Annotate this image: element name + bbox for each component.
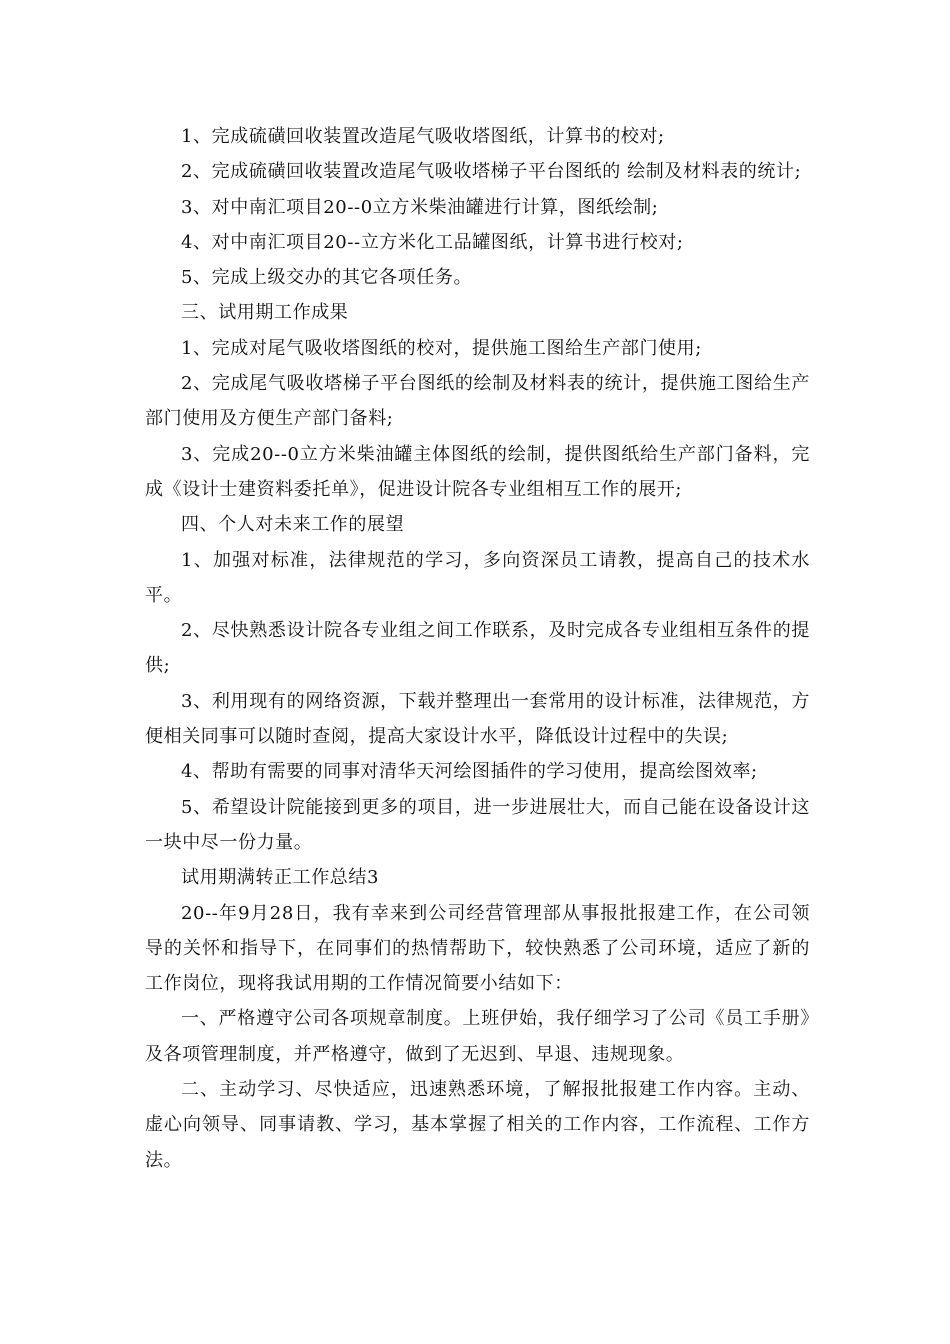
paragraph-result-1: 1、完成对尾气吸收塔图纸的校对，提供施工图给生产部门使用; (181, 337, 702, 359)
document-body (145, 119, 810, 1178)
summary-title: 试用期满转正工作总结3 (181, 867, 380, 889)
paragraph-result-2: 2、完成尾气吸收塔梯子平台图纸的绘制及材料表的统计，提供施工图给生产部门使用及方便生产部门备料; (145, 373, 810, 430)
paragraph-task-2: 2、完成硫磺回收装置改造尾气吸收塔梯子平台图纸的 绘制及材料表的统计; (181, 161, 802, 183)
paragraph-result-3: 3、完成20--0立方米柴油罐主体图纸的绘制，提供图纸给生产部门备料，完成《设计士建资料委托单》，促进设计院各专业组相互工作的展开; (145, 443, 810, 500)
paragraph-outlook-4: 4、帮助有需要的同事对清华天河绘图插件的学习使用，提高绘图效率; (181, 761, 758, 783)
section-heading-results: 三、试用期工作成果 (181, 302, 349, 324)
paragraph-outlook-3: 3、利用现有的网络资源，下载并整理出一套常用的设计标准，法律规范，方便相关同事可以随时查阅，提高大家设计水平，降低设计过程中的失误; (145, 690, 810, 748)
paragraph-task-4: 4、对中南汇项目20--立方米化工品罐图纸，计算书进行校对; (181, 231, 684, 253)
section-heading-outlook: 四、个人对未来工作的展望 (181, 514, 405, 536)
paragraph-summary-2: 二、主动学习、尽快适应，迅速熟悉环境，了解报批报建工作内容。主动、虚心向领导、同事请教、学习，基本掌握了相关的工作内容，工作流程、工作方法。 (145, 1079, 810, 1171)
paragraph-summary-intro: 20--年9月28日，我有幸来到公司经营管理部从事报批报建工作，在公司领导的关怀和指导下，在同事们的热情帮助下，较快熟悉了公司环境，适应了新的工作岗位，现将我试用期的工作情况简要小结如下： (145, 902, 810, 995)
paragraph-task-3: 3、对中南汇项目20--0立方米柴油罐进行计算，图纸绘制; (181, 196, 659, 218)
paragraph-outlook-5: 5、希望设计院能接到更多的项目，进一步进展壮大，而自己能在设备设计这一块中尽一份力量。 (145, 796, 810, 853)
paragraph-outlook-2: 2、尽快熟悉设计院各专业组之间工作联系，及时完成各专业组相互条件的提供; (145, 620, 810, 677)
paragraph-outlook-1: 1、加强对标准，法律规范的学习，多向资深员工请教，提高自己的技术水平。 (145, 549, 810, 606)
paragraph-task-1: 1、完成硫磺回收装置改造尾气吸收塔图纸，计算书的校对; (181, 126, 665, 147)
paragraph-task-5: 5、完成上级交办的其它各项任务。 (181, 267, 473, 289)
paragraph-summary-1: 一、严格遵守公司各项规章制度。上班伊始，我仔细学习了公司《员工手册》及各项管理制度，并严格遵守，做到了无迟到、早退、违规现象。 (145, 1008, 810, 1065)
